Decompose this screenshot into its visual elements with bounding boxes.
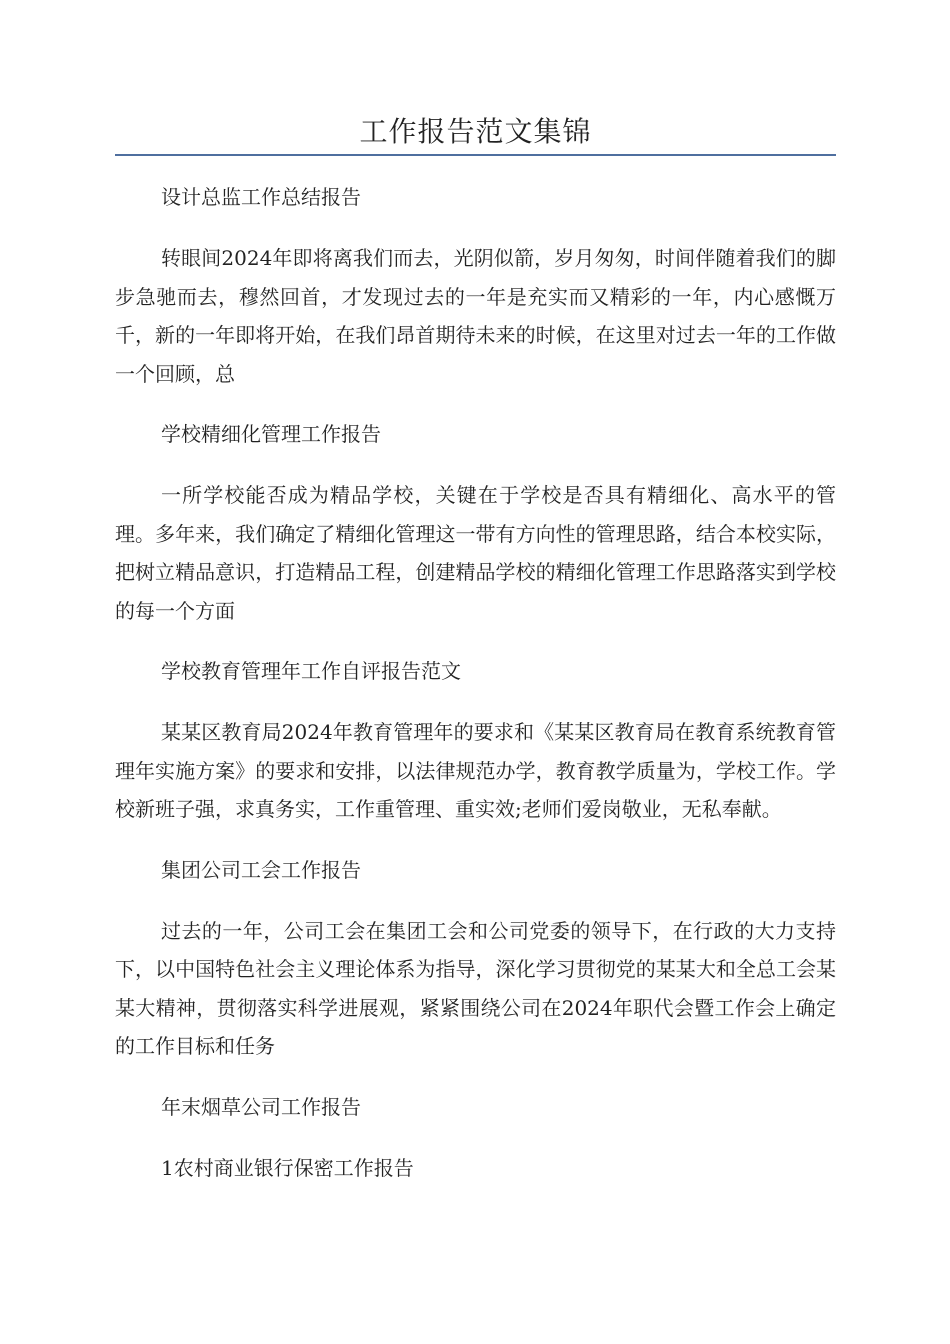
title-underline (115, 154, 836, 156)
section-body: 转眼间2024年即将离我们而去，光阴似箭，岁月匆匆，时间伴随着我们的脚步急驰而去，穆然回首，才发现过去的一年是充实而又精彩的一年，内心感慨万千，新的一年即将开始，在我们昂首期待未来的时候，在这里对过去一年的工作做一个回顾，总 (115, 246, 836, 386)
section-heading: 年末烟草公司工作报告 (161, 1094, 361, 1119)
section-body: 一所学校能否成为精品学校，关键在于学校是否具有精细化、高水平的管理。多年来，我们确定了精细化管理这一带有方向性的管理思路，结合本校实际，把树立精品意识，打造精品工程，创建精品学校的精细化管理工作思路落实到学校的每一个方面 (115, 483, 836, 623)
section (115, 178, 836, 393)
section-heading: 集团公司工会工作报告 (161, 857, 361, 882)
section (115, 851, 836, 1066)
section (115, 415, 836, 630)
document-title: 工作报告范文集锦 (359, 115, 592, 148)
section-heading: 学校精细化管理工作报告 (161, 422, 381, 446)
section-body: 某某区教育局2024年教育管理年的要求和《某某区教育局在教育系统教育管理年实施方案》的要求和安排，以法律规范办学，教育教学质量为，学校工作。学校新班子强，求真务实，工作重管理、重实效;老师们爱岗敬业，无私奉献。 (115, 720, 836, 821)
section-heading: 设计总监工作总结报告 (161, 185, 361, 209)
section-body: 过去的一年，公司工会在集团工会和公司党委的领导下，在行政的大力支持下，以中国特色社会主义理论体系为指导，深化学习贯彻党的某某大和全总工会某某大精神，贯彻落实科学进展观，紧紧围绕公司在2024年职代会暨工作会上确定的工作目标和任务 (115, 918, 836, 1058)
section-heading: 学校教育管理年工作自评报告范文 (161, 659, 461, 683)
section-heading: 1农村商业银行保密工作报告 (161, 1155, 414, 1180)
section (115, 652, 836, 829)
document-content (115, 178, 836, 1187)
